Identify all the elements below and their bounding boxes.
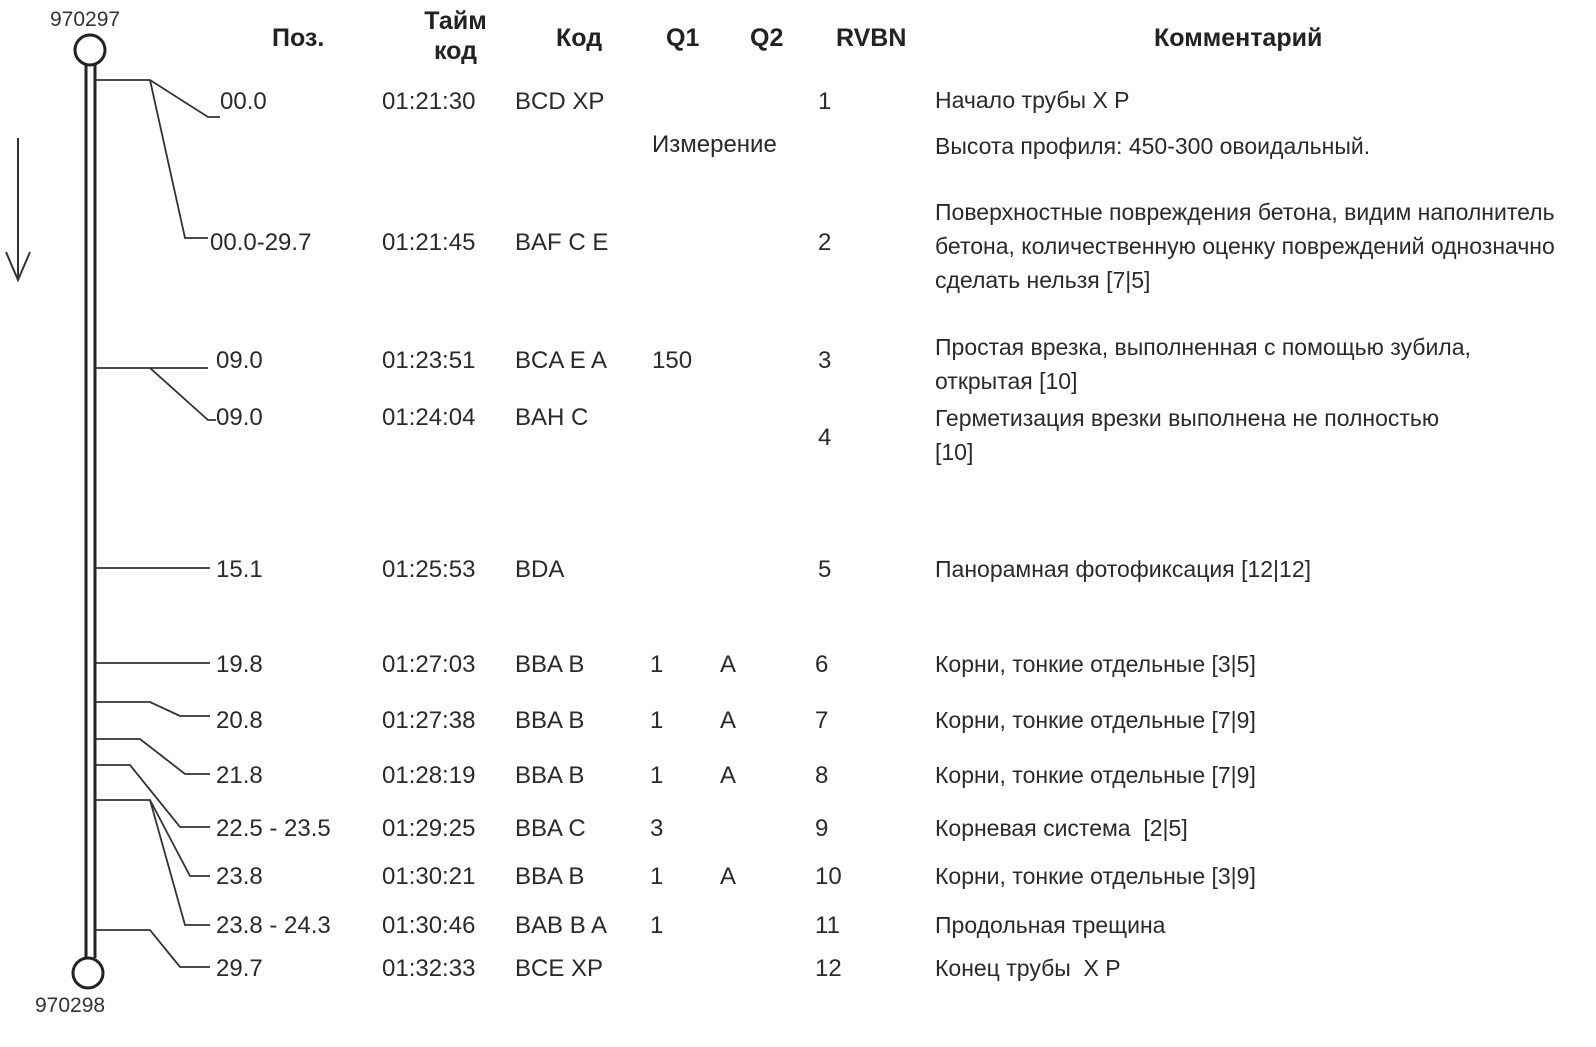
row-7-rvbn: 7 [815,707,829,734]
row-8-code: BBA B [515,762,585,789]
manhole-bottom [73,958,103,988]
row-8-q2: A [720,762,737,789]
row-2-time: 01:21:45 [382,229,476,256]
leader-lines [95,80,220,967]
row-2-pos: 00.0-29.7 [210,229,312,256]
row-7-code: BBA B [515,707,585,734]
row-1-code: BCD XP [515,88,605,115]
row-4-time: 01:24:04 [382,404,476,431]
row-11-time: 01:30:46 [382,912,476,939]
row-2-rvbn: 2 [818,229,832,256]
row-2-comment: Поверхностные повреждения бетона, видим наполнитель бетона, количественную оценку повреждений однозначно сделать нельзя [7|5] [935,199,1555,293]
row-11-q1: 1 [650,912,664,939]
row-12-code: BCE XP [515,955,604,982]
manhole-top [75,35,105,65]
row-6-pos: 19.8 [216,651,263,678]
row-6-comment: Корни, тонкие отдельные [3|5] [935,651,1256,677]
row-7-comment: Корни, тонкие отдельные [7|9] [935,707,1256,733]
node-id-bottom: 970298 [35,994,106,1017]
row-12-comment: Конец трубы X P [935,955,1121,981]
row-4-comment: Герметизация врезки выполнена не полностью [10] [935,405,1440,465]
row-9-comment: Корневая система [2|5] [935,815,1188,841]
row-8-time: 01:28:19 [382,762,476,789]
row-3-q1: 150 [652,347,693,374]
row-11-comment: Продольная трещина [935,912,1166,938]
header-q1: Q1 [666,24,700,52]
row-10-q1: 1 [650,863,664,890]
row-6-code: BBA B [515,651,585,678]
row-12-time: 01:32:33 [382,955,476,982]
header-rvbn: RVBN [836,24,907,52]
node-id-top: 970297 [50,8,121,31]
row-3-rvbn: 3 [818,347,832,374]
row-10-time: 01:30:21 [382,863,476,890]
row-8-comment: Корни, тонкие отдельные [7|9] [935,762,1256,788]
header-timecode [408,6,503,66]
row-4-pos: 09.0 [216,404,263,431]
row-1-comment: Начало трубы X P [935,87,1130,113]
row-1-time: 01:21:30 [382,88,476,115]
header-timecode-line2: код [434,37,477,65]
row-10-q2: A [720,863,737,890]
header-timecode-line1: Тайм [424,7,487,35]
row-9-time: 01:29:25 [382,815,476,842]
row-8-pos: 21.8 [216,762,263,789]
row-7-q2: A [720,707,737,734]
row-3-comment: Простая врезка, выполненная с помощью зубила, открытая [10] [935,334,1471,394]
row-1-rvbn: 1 [818,88,832,115]
row-4-rvbn: 4 [818,424,832,451]
row-11-code: BAB B A [515,912,608,939]
row-12-rvbn: 12 [815,955,842,982]
row-2-code: BAF C E [515,229,609,256]
row-5-pos: 15.1 [216,556,263,583]
header-pos: Поз. [272,24,325,52]
header-comment: Комментарий [1154,24,1323,52]
row-11-rvbn: 11 [815,912,840,939]
header-q2: Q2 [750,24,784,52]
flow-direction-arrow-icon [6,138,30,280]
row-4-code: BAH C [515,404,589,431]
row-5-comment: Панорамная фотофиксация [12|12] [935,556,1311,582]
row-5-code: BDA [515,556,565,583]
row-7-time: 01:27:38 [382,707,476,734]
row-6-rvbn: 6 [815,651,829,678]
row-9-rvbn: 9 [815,815,829,842]
row-8-q1: 1 [650,762,664,789]
measurement-comment: Высота профиля: 450-300 овоидальный. [935,133,1371,159]
row-10-rvbn: 10 [815,863,842,890]
row-5-rvbn: 5 [818,556,832,583]
row-12-pos: 29.7 [216,955,263,982]
row-9-pos: 22.5 - 23.5 [216,815,331,842]
row-1-pos: 00.0 [220,88,267,115]
row-6-q2: A [720,651,737,678]
row-3-time: 01:23:51 [382,347,476,374]
header-code: Код [556,24,603,52]
row-3-code: BCA E A [515,347,608,374]
row-7-pos: 20.8 [216,707,263,734]
row-5-time: 01:25:53 [382,556,476,583]
row-6-time: 01:27:03 [382,651,476,678]
row-3-pos: 09.0 [216,347,263,374]
row-8-rvbn: 8 [815,762,829,789]
row-10-comment: Корни, тонкие отдельные [3|9] [935,863,1256,889]
row-11-pos: 23.8 - 24.3 [216,912,331,939]
row-7-q1: 1 [650,707,664,734]
row-9-q1: 3 [650,815,664,842]
row-10-pos: 23.8 [216,863,263,890]
row-6-q1: 1 [650,651,664,678]
row-9-code: BBA C [515,815,586,842]
measurement-label: Измерение [652,131,777,158]
row-10-code: BBA B [515,863,585,890]
